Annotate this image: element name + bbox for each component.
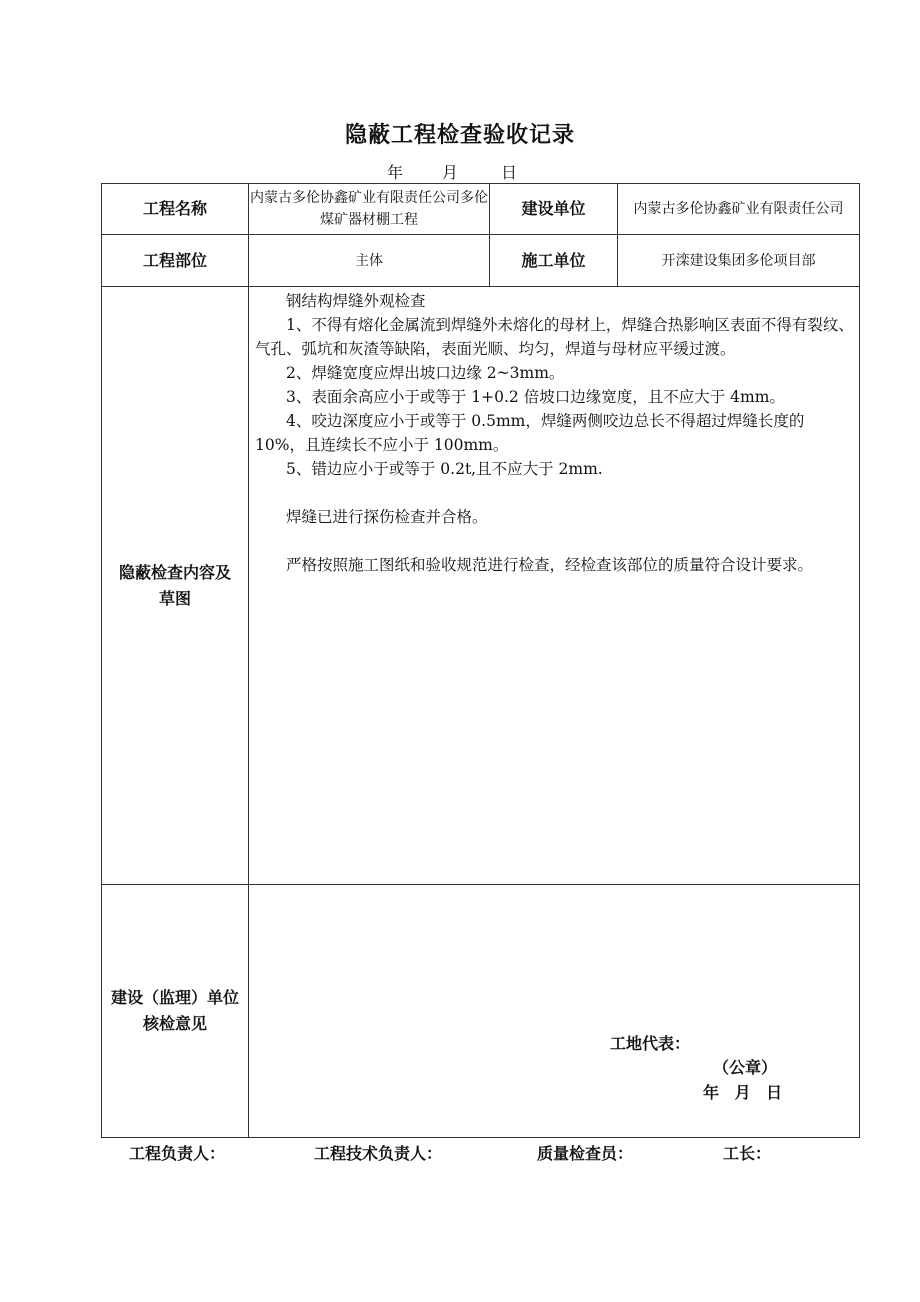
inspection-item-3: 3、表面余高应小于或等于 1+0.2 倍坡口边缘宽度，且不应大于 4mm。 bbox=[286, 388, 785, 406]
inspection-form bbox=[101, 183, 860, 1138]
opinion-label bbox=[102, 885, 249, 1138]
tech-leader: 工程技术负责人： bbox=[314, 1144, 443, 1163]
inspection-item-5: 5、错边应小于或等于 0.2t,且不应大于 2mm. bbox=[286, 460, 603, 478]
opinion-date: 年 月 日 bbox=[703, 1083, 783, 1102]
inspection-item-4: 4、咬边深度应小于或等于 0.5mm，焊缝两侧咬边总长不得超过焊缝长度的 10%，且连续长不应小于 100mm。 bbox=[255, 412, 805, 454]
project-leader: 工程负责人： bbox=[129, 1144, 226, 1163]
inspection-content-label bbox=[102, 287, 249, 885]
date-line bbox=[0, 160, 920, 182]
date-day: 日 bbox=[501, 163, 518, 182]
inspection-content-label-text: 隐蔽检查内容及草图 bbox=[118, 562, 231, 608]
inspection-heading: 钢结构焊缝外观检查 bbox=[286, 292, 426, 310]
page-title: 隐蔽工程检查验收记录 bbox=[344, 123, 575, 148]
project-part-value: 主体 bbox=[249, 235, 490, 287]
inspection-conclusion: 严格按照施工图纸和验收规范进行检查，经检查该部位的质量符合设计要求。 bbox=[286, 556, 814, 574]
official-seal: （公章） bbox=[713, 1058, 778, 1077]
contractor-label: 施工单位 bbox=[490, 235, 618, 287]
contractor-value: 开滦建设集团多伦项目部 bbox=[618, 235, 860, 287]
inspection-content bbox=[249, 287, 860, 885]
date-month: 月 bbox=[442, 163, 459, 182]
opinion-label-text: 建设（监理）单位核检意见 bbox=[110, 988, 239, 1033]
builder-label: 建设单位 bbox=[490, 184, 618, 235]
project-name-value: 内蒙古多伦协鑫矿业有限责任公司多伦煤矿器材棚工程 bbox=[249, 184, 490, 235]
site-representative: 工地代表： bbox=[610, 1034, 691, 1053]
opinion-cell bbox=[249, 885, 860, 1138]
inspection-flaw-check: 焊缝已进行探伤检查并合格。 bbox=[286, 508, 488, 526]
quality-inspector: 质量检查员： bbox=[537, 1144, 634, 1163]
project-name-label: 工程名称 bbox=[102, 184, 249, 235]
project-part-label: 工程部位 bbox=[102, 235, 249, 287]
inspection-item-1: 1、不得有熔化金属流到焊缝外未熔化的母材上，焊缝合热影响区表面不得有裂纹、气孔、弧坑和灰渣等缺陷，表面光顺、均匀，焊道与母材应平缓过渡。 bbox=[255, 316, 854, 358]
inspection-item-2: 2、焊缝宽度应焊出坡口边缘 2~3mm。 bbox=[286, 364, 565, 382]
builder-value: 内蒙古多伦协鑫矿业有限责任公司 bbox=[618, 184, 860, 235]
foreman: 工长： bbox=[723, 1144, 772, 1163]
signature-footer bbox=[0, 1141, 920, 1163]
date-year: 年 bbox=[387, 163, 404, 182]
